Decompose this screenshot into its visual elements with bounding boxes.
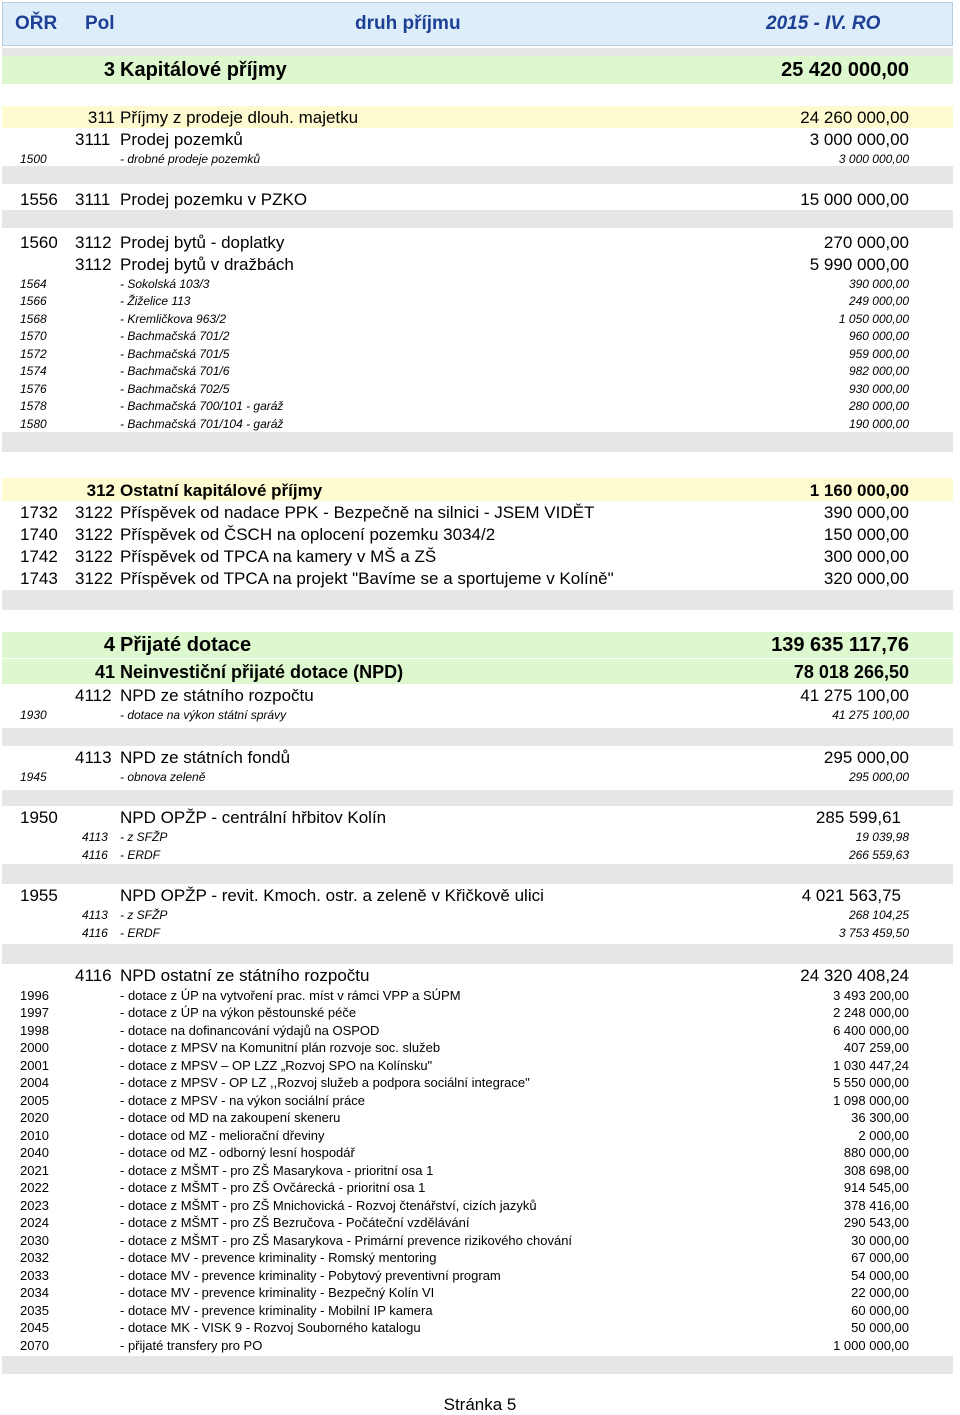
table-header (2, 2, 953, 46)
table-row (2, 828, 953, 845)
row-description: - Bachmačská 700/101 - garáž (120, 399, 284, 413)
table-row (2, 275, 953, 292)
row-amount: 3 493 200,00 (833, 987, 909, 1003)
orr-code: 2000 (20, 1040, 49, 1055)
row-amount: 407 259,00 (843, 1040, 909, 1055)
row-description: NPD OPŽP - revit. Kmoch. ostr. a zeleně v Křičkově ulici (120, 886, 544, 905)
table-row (2, 1039, 953, 1057)
row-amount: 150 000,00 (823, 525, 909, 544)
table-row (2, 1144, 953, 1162)
separator-band (2, 48, 953, 56)
table-row (2, 884, 953, 906)
orr-code: 2045 (20, 1320, 49, 1335)
row-description: - ERDF (120, 848, 160, 862)
row-description: Prodej pozemků (120, 130, 243, 149)
orr-code: 2023 (20, 1197, 49, 1213)
table-row (2, 924, 953, 941)
row-amount: 1 098 000,00 (833, 1092, 909, 1108)
row-amount: 190 000,00 (848, 417, 909, 431)
row-description: - obnova zeleně (120, 770, 206, 784)
row-description: - dotace MV - prevence kriminality - Pobytový preventivní program (120, 1267, 501, 1283)
row-description: - Žiželice 113 (120, 294, 191, 308)
orr-code: 2032 (20, 1250, 49, 1265)
pol-code: 4116 (82, 926, 108, 940)
orr-code: 2070 (20, 1337, 49, 1353)
orr-code: 1570 (20, 329, 47, 343)
header-period: 2015 - IV. RO (766, 13, 881, 34)
table-row (2, 1161, 953, 1179)
row-amount: 41 275 100,00 (800, 686, 909, 705)
section-row (2, 106, 953, 128)
orr-code: 1568 (20, 312, 47, 326)
row-amount: 2 248 000,00 (833, 1005, 909, 1020)
table-row (2, 746, 953, 768)
page-number: Stránka 5 (443, 1395, 517, 1414)
orr-code: 2010 (20, 1127, 49, 1143)
table-row (2, 1126, 953, 1144)
row-description: - dotace na výkon státní správy (120, 708, 287, 722)
orr-code: 1950 (20, 808, 58, 827)
orr-code: 2024 (20, 1215, 49, 1230)
row-description: - Bachmačská 701/5 (120, 347, 230, 361)
row-description: - Bachmačská 701/2 (120, 329, 230, 343)
row-description: - dotace MV - prevence kriminality - Romský mentoring (120, 1250, 437, 1265)
table-row (2, 380, 953, 397)
row-amount: 308 698,00 (843, 1162, 909, 1178)
section-row (2, 478, 953, 501)
row-amount: 268 104,25 (848, 908, 909, 922)
orr-code: 2004 (20, 1075, 49, 1090)
pol-code: 3122 (75, 503, 113, 522)
row-description: - Bachmačská 701/6 (120, 364, 230, 378)
pol-code: 312 (86, 481, 115, 500)
row-amount: 5 550 000,00 (833, 1075, 909, 1090)
header-orr: OŘR (15, 13, 58, 34)
row-amount: 50 000,00 (851, 1320, 909, 1335)
separator-band (2, 210, 953, 228)
table-row (2, 1214, 953, 1232)
orr-code: 1996 (20, 987, 49, 1003)
orr-code: 1580 (20, 417, 47, 431)
row-amount: 280 000,00 (848, 399, 909, 413)
row-amount: 982 000,00 (848, 364, 909, 378)
orr-code: 2022 (20, 1180, 49, 1195)
pol-code: 4112 (75, 686, 112, 705)
pol-code: 3122 (75, 569, 113, 588)
table-row (2, 1319, 953, 1337)
table-row (2, 150, 953, 167)
row-amount: 295 000,00 (823, 748, 909, 767)
row-description: Prodej bytů v dražbách (120, 255, 294, 274)
table-row (2, 345, 953, 362)
row-amount: 67 000,00 (851, 1250, 909, 1265)
row-amount: 880 000,00 (843, 1145, 909, 1160)
row-description: - Bachmačská 702/5 (120, 382, 230, 396)
table-row (2, 292, 953, 309)
orr-code: 2040 (20, 1145, 49, 1160)
table-row (2, 1284, 953, 1302)
orr-code: 2001 (20, 1057, 49, 1073)
pol-code: 3112 (75, 255, 112, 274)
orr-code: 1572 (20, 347, 47, 361)
table-row (2, 906, 953, 923)
orr-code: 2030 (20, 1232, 49, 1248)
row-amount: 4 021 563,75 (801, 886, 901, 905)
row-amount: 930 000,00 (848, 382, 909, 396)
row-amount: 2 000,00 (858, 1127, 909, 1143)
table-row (2, 986, 953, 1004)
row-amount: 290 543,00 (843, 1215, 909, 1230)
row-description: - dotace MK - VISK 9 - Rozvoj Souborného katalogu (120, 1320, 421, 1335)
row-amount: 5 990 000,00 (809, 255, 909, 274)
row-description: - dotace z MPSV - na výkon sociální práce (120, 1092, 365, 1108)
table-row (2, 523, 953, 545)
orr-code: 1743 (20, 569, 58, 588)
row-amount: 960 000,00 (848, 329, 909, 343)
row-description: - dotace od MZ - odborný lesní hospodář (120, 1145, 355, 1160)
row-amount: 36 300,00 (851, 1110, 909, 1125)
row-amount: 19 039,98 (855, 830, 909, 844)
pol-code: 4 (103, 634, 115, 656)
table-row (2, 1109, 953, 1127)
row-description: - z SFŽP (120, 908, 168, 922)
row-amount: 1 000 000,00 (833, 1337, 909, 1353)
table-row (2, 1004, 953, 1022)
table-row (2, 684, 953, 706)
table-row (2, 1249, 953, 1267)
row-description: - dotace z MPSV na Komunitní plán rozvoje soc. služeb (120, 1040, 441, 1055)
table-row (2, 1336, 953, 1354)
orr-code: 2033 (20, 1267, 49, 1283)
orr-code: 1578 (20, 399, 47, 413)
row-description: Neinvestiční přijaté dotace (NPD) (120, 662, 404, 682)
separator-band (2, 1356, 953, 1374)
pol-code: 3 (103, 59, 115, 81)
row-description: - Bachmačská 701/104 - garáž (120, 417, 284, 431)
row-amount: 24 320 408,24 (800, 966, 909, 985)
orr-code: 2034 (20, 1285, 49, 1300)
table-row (2, 1231, 953, 1249)
row-amount: 1 030 447,24 (833, 1057, 909, 1073)
row-amount: 78 018 266,50 (793, 662, 909, 682)
pol-code: 4113 (82, 908, 108, 922)
table-row (2, 846, 953, 863)
header-druh: druh příjmu (355, 13, 461, 34)
table-row (2, 1021, 953, 1039)
row-description: Příspěvek od nadace PPK - Bezpečně na silnici - JSEM VIDĚT (120, 503, 595, 522)
row-description: NPD ze státního rozpočtu (120, 686, 314, 705)
row-description: - dotace od MD na zakoupení skeneru (120, 1110, 341, 1125)
separator-band (2, 590, 953, 610)
orr-code: 1564 (20, 277, 47, 291)
table-row (2, 567, 953, 589)
row-amount: 295 000,00 (848, 770, 909, 784)
orr-code: 1556 (20, 190, 58, 209)
table-row (2, 415, 953, 432)
row-description: - dotace z MŠMT - pro ZŠ Bezručova - Počáteční vzdělávání (120, 1215, 470, 1230)
row-amount: 270 000,00 (823, 233, 909, 252)
row-amount: 1 050 000,00 (838, 312, 909, 326)
row-description: - dotace od MZ - meliorační dřeviny (120, 1127, 325, 1143)
row-amount: 1 160 000,00 (809, 481, 909, 500)
row-description: Kapitálové příjmy (120, 59, 287, 81)
row-amount: 390 000,00 (848, 277, 909, 291)
orr-code: 2035 (20, 1302, 49, 1318)
table-row (2, 964, 953, 986)
row-amount: 3 000 000,00 (809, 130, 909, 149)
row-description: NPD ostatní ze státního rozpočtu (120, 966, 370, 985)
table-row (2, 362, 953, 379)
row-description: - Sokolská 103/3 (120, 277, 210, 291)
table-row (2, 310, 953, 327)
row-description: Příjmy z prodeje dlouh. majetku (120, 108, 359, 127)
pol-code: 41 (94, 662, 115, 682)
table-row (2, 1196, 953, 1214)
row-description: Příspěvek od TPCA na kamery v MŠ a ZŠ (120, 547, 437, 566)
row-description: - dotace z ÚP na výkon pěstounské péče (120, 1005, 357, 1020)
row-amount: 3 753 459,50 (838, 926, 909, 940)
pol-code: 3111 (75, 190, 111, 209)
row-amount: 378 416,00 (843, 1197, 909, 1213)
row-description: Příspěvek od TPCA na projekt "Bavíme se a sportujeme v Kolíně" (120, 569, 614, 588)
section-row (2, 659, 953, 684)
row-description: - dotace MV - prevence kriminality - Mobilní IP kamera (120, 1302, 433, 1318)
row-description: - přijaté transfery pro PO (120, 1337, 263, 1353)
orr-code: 2021 (20, 1162, 49, 1178)
row-amount: 249 000,00 (848, 294, 909, 308)
table-row (2, 397, 953, 414)
row-amount: 959 000,00 (848, 347, 909, 361)
row-description: - dotace z MŠMT - pro ZŠ Ovčárecká - prioritní osa 1 (120, 1180, 426, 1195)
table-row (2, 501, 953, 523)
row-description: Přijaté dotace (120, 634, 252, 656)
row-description: - dotace z MŠMT - pro ZŠ Masarykova - prioritní osa 1 (120, 1162, 434, 1178)
pol-code: 4113 (75, 748, 112, 767)
row-description: Ostatní kapitálové příjmy (120, 481, 323, 500)
table-row (2, 327, 953, 344)
orr-code: 1997 (20, 1005, 49, 1020)
section-row (2, 56, 953, 84)
pol-code: 4116 (82, 848, 108, 862)
pol-code: 4113 (82, 830, 108, 844)
row-description: - ERDF (120, 926, 160, 940)
separator-band (2, 944, 953, 964)
table-row (2, 1179, 953, 1197)
row-amount: 54 000,00 (851, 1267, 909, 1283)
row-amount: 6 400 000,00 (833, 1022, 909, 1038)
row-amount: 25 420 000,00 (781, 59, 909, 81)
orr-code: 1576 (20, 382, 47, 396)
table-row (2, 1266, 953, 1284)
table-row (2, 128, 953, 150)
pol-code: 311 (87, 108, 115, 127)
table-row (2, 806, 953, 828)
orr-code: 1742 (20, 547, 58, 566)
row-description: - dotace z MPSV - OP LZ ,,Rozvoj služeb a podpora sociální integrace" (120, 1075, 530, 1090)
row-amount: 300 000,00 (823, 547, 909, 566)
section-row (2, 632, 953, 658)
separator-band (2, 432, 953, 452)
row-amount: 22 000,00 (851, 1285, 909, 1300)
orr-code: 1566 (20, 294, 47, 308)
orr-code: 1740 (20, 525, 58, 544)
orr-code: 1930 (20, 708, 47, 722)
row-description: - dotace MV - prevence kriminality - Bezpečný Kolín VI (120, 1285, 435, 1300)
row-description: - drobné prodeje pozemků (120, 152, 261, 166)
orr-code: 1500 (20, 152, 47, 166)
orr-code: 2020 (20, 1110, 49, 1125)
row-amount: 139 635 117,76 (771, 634, 909, 656)
table-row (2, 545, 953, 567)
orr-code: 1560 (20, 233, 58, 252)
row-description: - dotace z MPSV – OP LZZ „Rozvoj SPO na Kolínsku" (120, 1057, 433, 1073)
row-description: - dotace na dofinancování výdajů na OSPOD (120, 1022, 380, 1038)
row-amount: 266 559,63 (848, 848, 909, 862)
row-description: - dotace z MŠMT - pro ZŠ Masarykova - Primární prevence rizikového chování (120, 1232, 573, 1248)
header-pol: Pol (85, 13, 115, 34)
table-row (2, 231, 953, 253)
row-amount: 390 000,00 (823, 503, 909, 522)
row-amount: 15 000 000,00 (800, 190, 909, 209)
row-description: - dotace z MŠMT - pro ZŠ Mnichovická - Rozvoj čtenářství, cizích jazyků (120, 1197, 537, 1213)
table-row (2, 188, 953, 210)
pol-code: 3111 (75, 130, 111, 149)
separator-band (2, 790, 953, 806)
separator-band (2, 166, 953, 184)
row-description: NPD ze státních fondů (120, 748, 291, 767)
table-row (2, 253, 953, 275)
row-amount: 30 000,00 (851, 1232, 909, 1248)
row-description: - z SFŽP (120, 830, 168, 844)
row-description: NPD OPŽP - centrální hřbitov Kolín (120, 808, 387, 827)
row-description: Prodej bytů - doplatky (120, 233, 285, 252)
orr-code: 2005 (20, 1092, 49, 1108)
pol-code: 3112 (75, 233, 112, 252)
separator-band (2, 728, 953, 746)
orr-code: 1945 (20, 770, 47, 784)
table-row (2, 706, 953, 723)
table-row (2, 1074, 953, 1092)
row-description: Příspěvek od ČSCH na oplocení pozemku 3034/2 (120, 525, 496, 544)
table-row (2, 1056, 953, 1074)
pol-code: 3122 (75, 547, 113, 566)
row-amount: 285 599,61 (815, 808, 901, 827)
orr-code: 1998 (20, 1022, 49, 1038)
row-description: Prodej pozemku v PZKO (120, 190, 308, 209)
row-amount: 41 275 100,00 (832, 708, 909, 722)
separator-band (2, 864, 953, 884)
table-row (2, 1301, 953, 1319)
row-amount: 3 000 000,00 (838, 152, 909, 166)
row-amount: 914 545,00 (843, 1180, 909, 1195)
table-row (2, 1091, 953, 1109)
row-description: - dotace z ÚP na vytvoření prac. míst v rámci VPP a SÚPM (120, 987, 461, 1003)
row-amount: 60 000,00 (851, 1302, 909, 1318)
orr-code: 1574 (20, 364, 47, 378)
row-amount: 320 000,00 (823, 569, 909, 588)
orr-code: 1955 (20, 886, 58, 905)
table-row (2, 768, 953, 785)
orr-code: 1732 (20, 503, 58, 522)
pol-code: 3122 (75, 525, 113, 544)
row-description: - Kremličkova 963/2 (120, 312, 227, 326)
pol-code: 4116 (75, 966, 112, 985)
row-amount: 24 260 000,00 (800, 108, 909, 127)
